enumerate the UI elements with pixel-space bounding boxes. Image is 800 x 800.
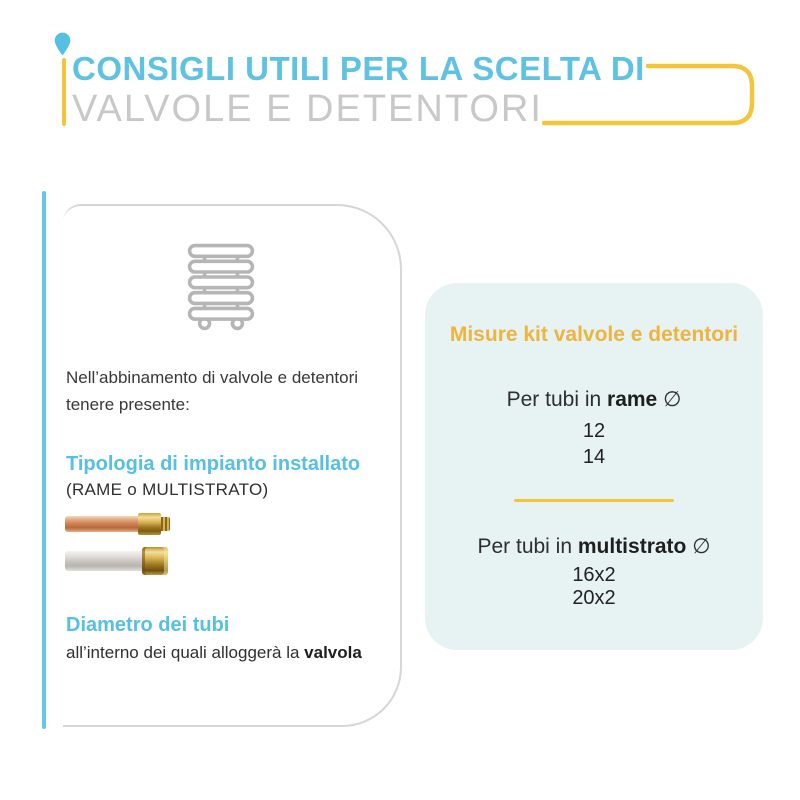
intro-line-1: Nell’abbinamento di valvole e detentori	[66, 368, 359, 387]
diameter-symbol: ∅	[663, 387, 682, 411]
copper-label-material: rame	[607, 388, 658, 411]
map-pin-icon	[54, 32, 71, 56]
multilayer-label-material: multistrato	[577, 535, 687, 558]
copper-pipe-image	[65, 512, 175, 540]
intro-text	[66, 364, 398, 418]
sizes-card-title: Misure kit valvole e detentori	[449, 323, 739, 346]
diametro-text: all’interno dei quali alloggerà la	[66, 643, 305, 662]
section-title-diametro: Diametro dei tubi	[66, 614, 230, 636]
radiator-icon	[185, 242, 257, 332]
left-card	[63, 204, 402, 727]
multilayer-size-1: 16x2	[572, 564, 616, 586]
intro-line-2: tenere presente:	[66, 395, 190, 414]
page-title: CONSIGLI UTILI PER LA SCELTA DI	[72, 50, 645, 87]
multilayer-brass-fitting	[142, 547, 168, 575]
copper-tube	[65, 516, 138, 532]
multilayer-tube	[65, 551, 142, 571]
multilayer-size-2: 20x2	[572, 587, 616, 609]
section-title-tipologia: Tipologia di impianto installato	[66, 453, 361, 475]
page-subtitle: VALVOLE E DETENTORI	[72, 88, 543, 130]
header-accent-line	[62, 58, 66, 126]
section-subtitle-materials: (RAME o MULTISTRATO)	[66, 480, 269, 499]
left-accent-line	[42, 191, 46, 729]
title-bracket-decoration	[542, 58, 762, 128]
diameter-symbol: ∅	[692, 534, 711, 558]
multilayer-sizes-label	[425, 534, 763, 559]
copper-size-2: 14	[582, 446, 606, 468]
sizes-card	[425, 283, 763, 650]
section-subtitle-diametro	[66, 643, 402, 663]
copper-size-1: 12	[582, 420, 606, 442]
copper-thread-nipple	[161, 517, 170, 531]
sizes-divider	[514, 499, 674, 502]
copper-label-prefix: Per tubi in	[506, 388, 608, 411]
copper-sizes-label	[425, 387, 763, 412]
diametro-bold-word: valvola	[304, 643, 362, 662]
multilayer-label-prefix: Per tubi in	[477, 535, 578, 558]
copper-brass-fitting	[138, 513, 161, 535]
multilayer-pipe-image	[65, 547, 175, 575]
